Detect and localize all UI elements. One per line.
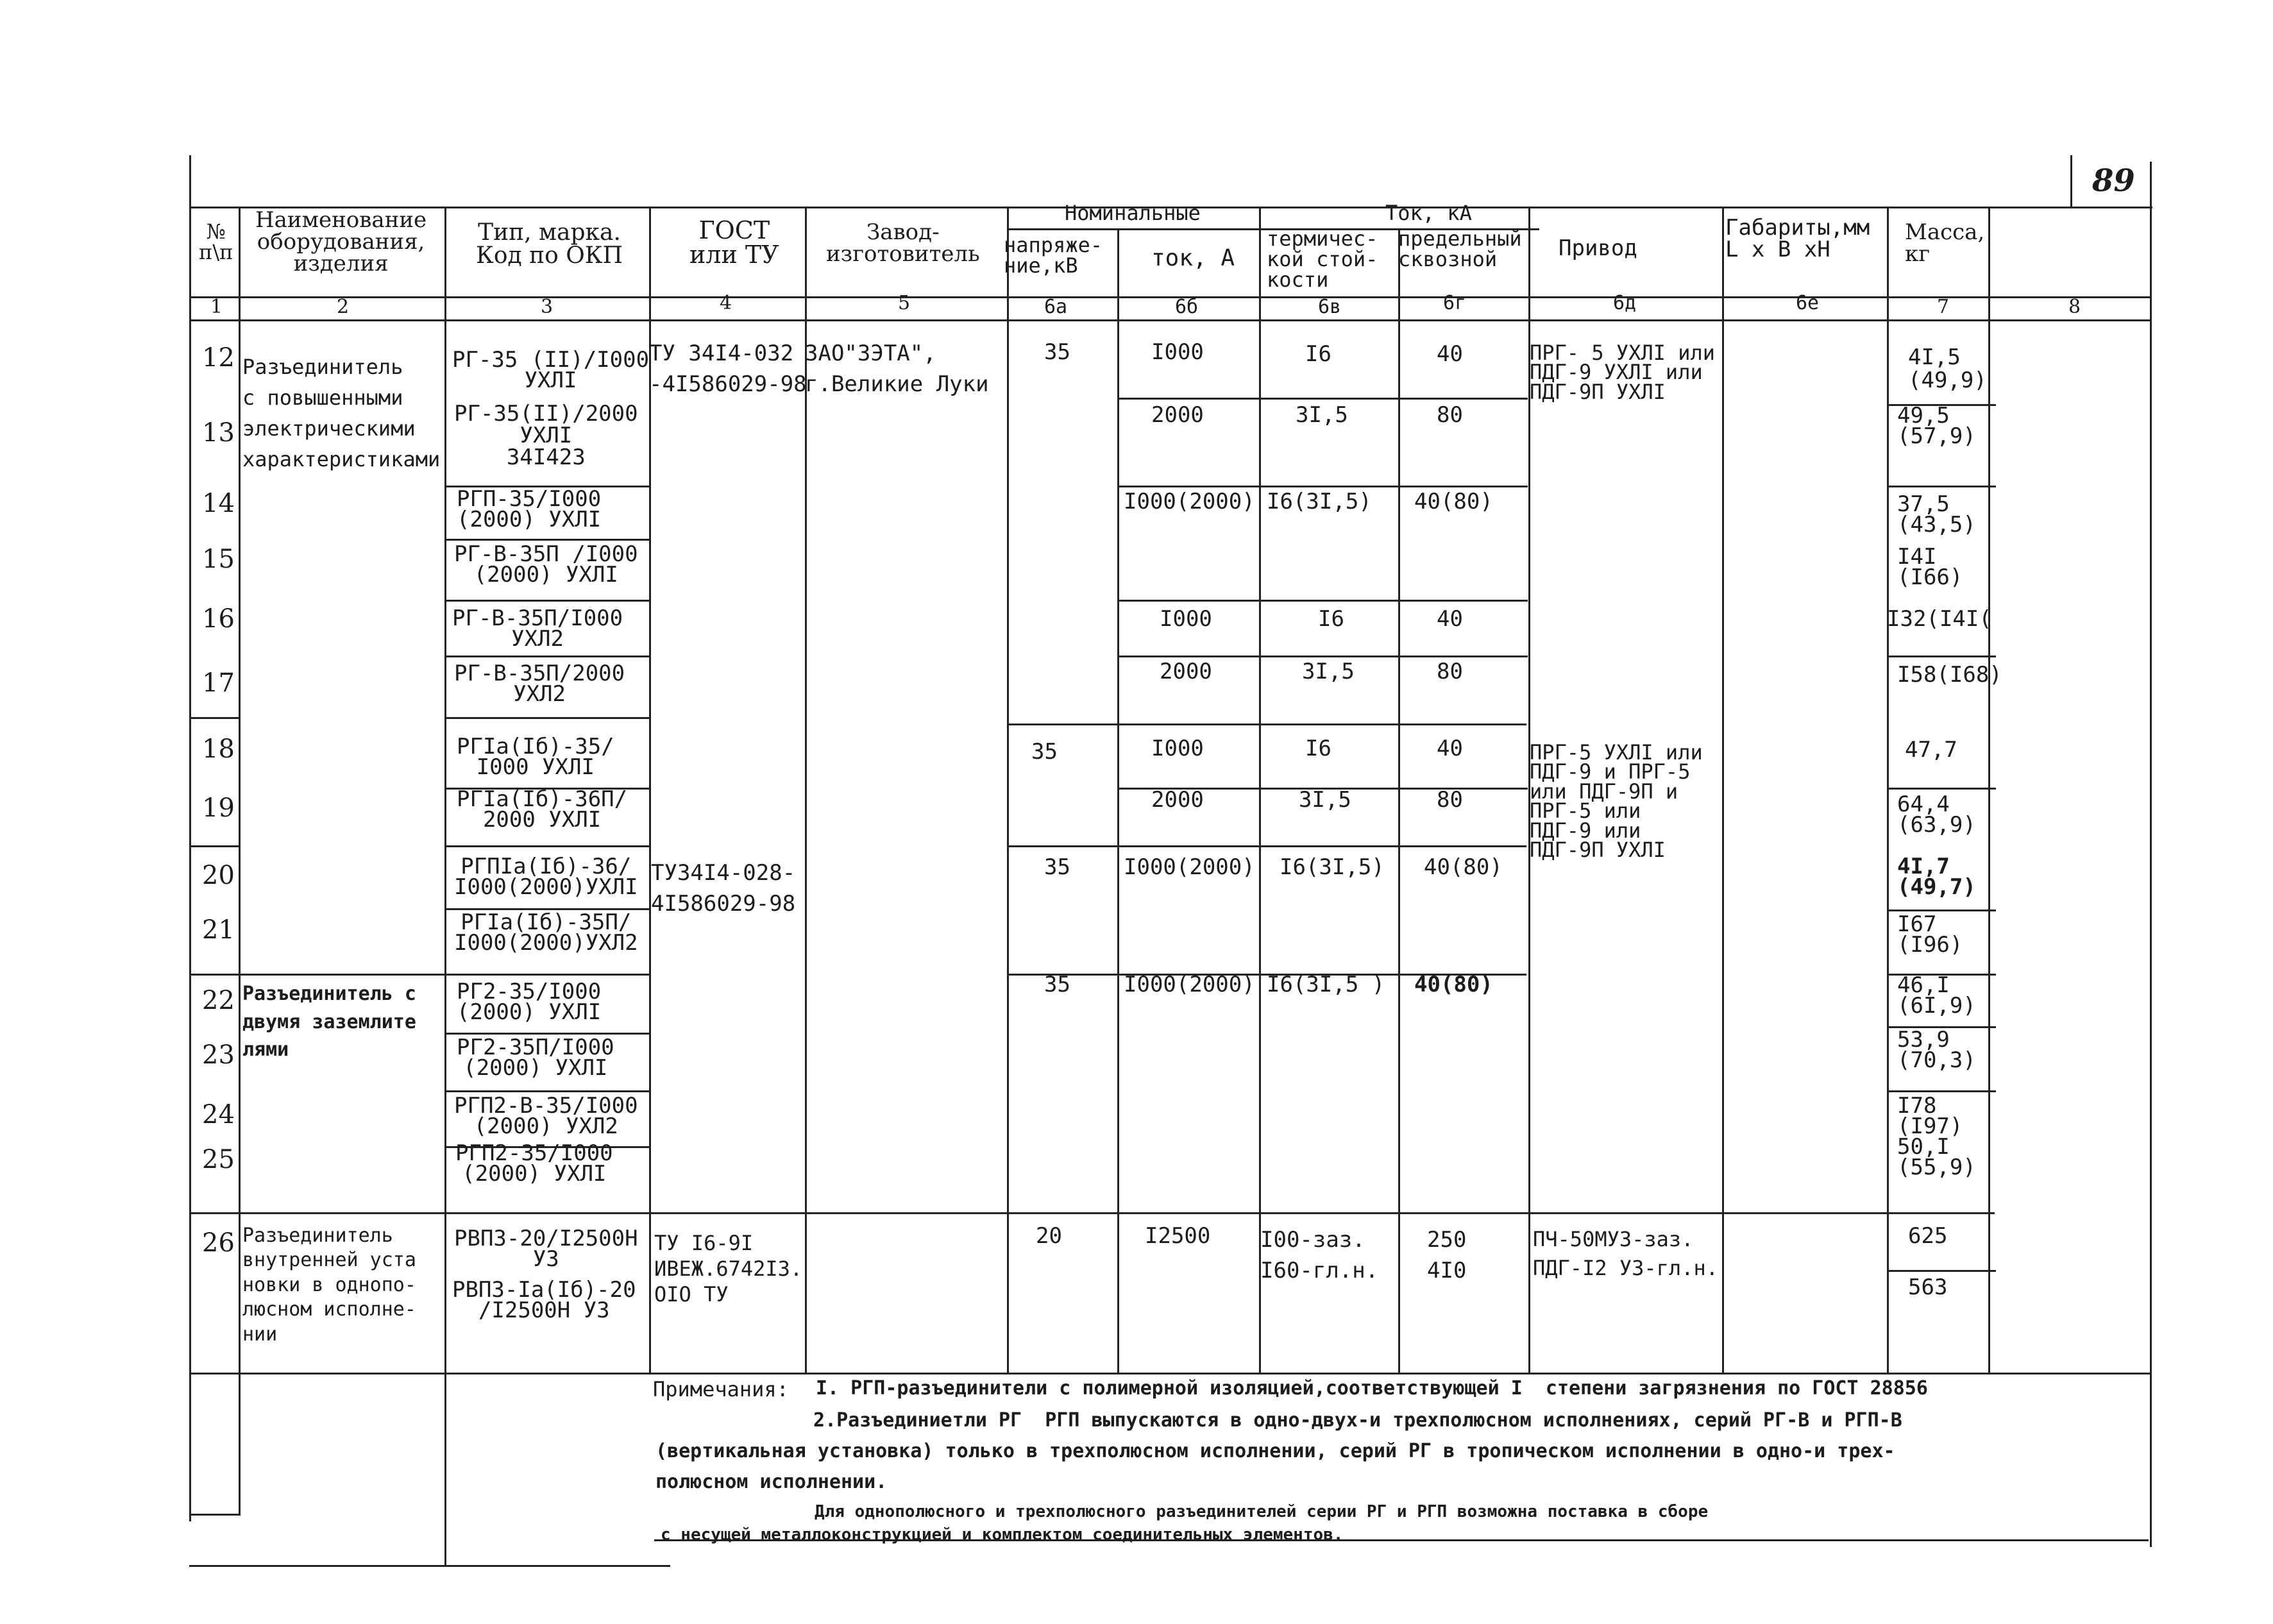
- equipment-name: Разъединитель внутренней уста новки в однопо- люсном исполне- нии: [242, 1224, 416, 1346]
- mass-cell: 64,4 (63,9): [1897, 791, 1976, 838]
- header-mass: Масса, кг: [1905, 219, 1985, 267]
- row-number: 22: [202, 986, 235, 1015]
- voltage-cell: 35: [1031, 739, 1058, 765]
- row-number: 12: [202, 343, 235, 373]
- note-line: I. РГП-разъединители с полимерной изоляцией,соответствующей I степени загрязнения по ГОСТ 28856: [816, 1377, 1928, 1400]
- through-cell: 40(80): [1414, 489, 1493, 514]
- row-number: 13: [202, 418, 235, 448]
- mass-cell: 37,5 (43,5): [1897, 491, 1976, 538]
- notes-label: Примечания:: [653, 1377, 789, 1401]
- type-cell: РГ-В-35П/I000 УХЛ2: [452, 605, 623, 652]
- row-number: 24: [202, 1100, 235, 1129]
- mass-cell: 563: [1908, 1274, 1948, 1300]
- row-number: 18: [202, 734, 235, 764]
- col-num: 1: [210, 296, 223, 318]
- header-drive: Привод: [1559, 235, 1637, 261]
- note-line: с несущей металлоконструкцией и комплектом соединительных элементов.: [661, 1525, 1344, 1544]
- header-thermal: термичес- кой стой- кости: [1267, 226, 1378, 292]
- note-line: 2.Разъединиетли РГ РГП выпускаются в одно-двух-и трехполюсном исполнениях, серий РГ-В и РГП-В: [813, 1409, 1902, 1432]
- header-current: ток, А: [1151, 245, 1235, 271]
- col-num: 6в: [1318, 296, 1342, 318]
- mass-cell: 47,7: [1905, 737, 1957, 763]
- thermal-cell: I00-заз. I60-гл.н.: [1260, 1227, 1379, 1283]
- header-num: № п\п: [199, 219, 233, 264]
- row-number: 15: [202, 545, 235, 574]
- row-number: 20: [202, 861, 235, 890]
- type-cell: РВП3-20/I2500Н У3: [454, 1226, 638, 1273]
- mass-cell: 625: [1908, 1223, 1948, 1249]
- mass-cell: 4I,7 (49,7): [1897, 854, 1976, 901]
- mass-cell: I4I (I66): [1897, 544, 1963, 591]
- row-number: 14: [202, 489, 235, 518]
- current-cell: 2000: [1151, 787, 1204, 813]
- type-cell: РГПIа(Iб)-36/ I000(2000)УХЛI: [454, 854, 638, 901]
- thermal-cell: I6(3I,5 ): [1267, 972, 1385, 997]
- header-type: Тип, марка. Код по ОКП: [476, 219, 623, 269]
- row-number: 23: [202, 1040, 235, 1070]
- row-number: 26: [202, 1228, 235, 1258]
- maker-cell: ЗАО"ЗЭТА", г.Великие Луки: [805, 341, 989, 397]
- thermal-cell: 3I,5: [1302, 659, 1355, 684]
- type-cell: РВП3-Iа(Iб)-20 /I2500Н У3: [452, 1277, 636, 1324]
- drive-cell: ПРГ-5 УХЛI или ПДГ-9 и ПРГ-5 или ПДГ-9П и ПРГ-5 или ПДГ-9 или ПДГ-9П УХЛI: [1530, 740, 1703, 862]
- type-cell: РГ2-35П/I000 (2000) УХЛI: [457, 1035, 614, 1081]
- through-cell: 250 4I0: [1427, 1227, 1467, 1283]
- current-cell: I000(2000): [1124, 854, 1255, 880]
- through-cell: 80: [1437, 787, 1463, 813]
- through-cell: 40(80): [1414, 972, 1493, 997]
- through-cell: 80: [1437, 659, 1463, 684]
- current-cell: I000(2000): [1124, 972, 1255, 997]
- mass-cell: I67 (I96): [1897, 911, 1963, 958]
- current-cell: I000: [1151, 736, 1204, 761]
- note-line: (вертикальная установка) только в трехполюсном исполнении, серий РГ в тропическом исполнении в одно-и трех-: [655, 1440, 1895, 1462]
- type-cell: РГIа(Iб)-36П/ 2000 УХЛI: [457, 786, 628, 833]
- type-cell: РГП2-35/I000 (2000) УХЛI: [455, 1140, 613, 1187]
- equipment-name: Разъединитель с повышенными электрическими характеристиками: [242, 355, 441, 471]
- gost-cell: ТУ I6-9I ИВЕЖ.6742I3. ОIО ТУ: [654, 1231, 803, 1307]
- col-num: 2: [337, 296, 350, 318]
- header-current-group: Ток, кА: [1385, 201, 1472, 225]
- gost-cell: ТУ34I4-028- 4I586029-98: [651, 860, 796, 917]
- mass-cell: 50,I (55,9): [1897, 1134, 1976, 1181]
- through-cell: 80: [1437, 402, 1463, 428]
- thermal-cell: I6(3I,5): [1267, 489, 1372, 514]
- drive-cell: ПЧ-50МУ3-заз. ПДГ-I2 У3-гл.н.: [1533, 1227, 1718, 1280]
- col-num: 5: [898, 292, 911, 314]
- type-cell: РГ-В-35П/2000 УХЛ2: [454, 661, 625, 707]
- thermal-cell: I6: [1305, 736, 1331, 761]
- row-number: 25: [202, 1145, 235, 1174]
- type-cell: РГП-35/I000 (2000) УХЛI: [457, 486, 602, 533]
- mass-cell: 53,9 (70,3): [1897, 1027, 1976, 1074]
- thermal-cell: I6: [1305, 341, 1331, 367]
- type-cell: РГ-В-35П /I000 (2000) УХЛI: [454, 541, 638, 588]
- thermal-cell: 3I,5: [1299, 787, 1351, 813]
- mass-cell: I58(I68): [1897, 662, 2002, 688]
- thermal-cell: I6(3I,5): [1280, 854, 1385, 880]
- equipment-name: Разъединитель с двумя заземлите лями: [242, 983, 416, 1061]
- mass-cell: 46,I (6I,9): [1897, 972, 1976, 1019]
- type-cell: РГ-35 (II)/I000 УХЛI: [452, 347, 650, 394]
- voltage-cell: 35: [1044, 972, 1070, 997]
- header-voltage: напряже- ние,кВ: [1004, 233, 1103, 278]
- col-num: 7: [1937, 296, 1950, 318]
- col-num: 4: [720, 292, 732, 314]
- page-number: 89: [2092, 163, 2135, 199]
- note-line: Для однополюсного и трехполюсного разъединителей серии РГ и РГП возможна поставка в сборе: [815, 1502, 1709, 1521]
- col-num: 6б: [1175, 296, 1199, 318]
- voltage-cell: 35: [1044, 339, 1070, 365]
- current-cell: I000: [1160, 606, 1212, 632]
- header-gost: ГОСТ или ТУ: [689, 216, 779, 269]
- header-through: предельный сквозной: [1398, 226, 1522, 271]
- type-cell: РГП2-В-35/I000 (2000) УХЛ2: [454, 1093, 638, 1140]
- current-cell: I000: [1151, 339, 1204, 365]
- mass-cell: 4I,5 (49,9): [1908, 344, 1987, 393]
- col-num: 6г: [1443, 292, 1467, 314]
- mass-cell: I78 (I97): [1897, 1093, 1963, 1140]
- current-cell: 2000: [1160, 659, 1212, 684]
- type-cell: РГ2-35/I000 (2000) УХЛI: [457, 979, 602, 1026]
- current-cell: I2500: [1145, 1223, 1211, 1249]
- through-cell: 40(80): [1424, 854, 1503, 880]
- header-nominal: Номинальные: [1065, 201, 1201, 225]
- type-cell: РГIа(Iб)-35/ I000 УХЛI: [457, 734, 614, 781]
- voltage-cell: 20: [1036, 1223, 1062, 1249]
- col-num: 3: [541, 296, 553, 318]
- col-num: 6а: [1044, 296, 1068, 318]
- row-number: 19: [202, 793, 235, 823]
- voltage-cell: 35: [1044, 854, 1070, 880]
- header-name: Наименование оборудования, изделия: [255, 207, 427, 276]
- note-line: полюсном исполнении.: [655, 1471, 888, 1493]
- type-cell: РГ-35(II)/2000 УХЛI 34I423: [454, 401, 638, 470]
- through-cell: 40: [1437, 606, 1463, 632]
- thermal-cell: 3I,5: [1296, 402, 1348, 428]
- current-cell: 2000: [1151, 402, 1204, 428]
- col-num: 8: [2068, 296, 2081, 318]
- current-cell: I000(2000): [1124, 489, 1255, 514]
- drive-cell: ПРГ- 5 УХЛI или ПДГ-9 УХЛI или ПДГ-9П УХЛI: [1530, 341, 1715, 404]
- type-cell: РГIа(Iб)-35П/ I000(2000)УХЛ2: [454, 909, 638, 956]
- gost-cell: ТУ 34I4-032 -4I586029-98: [649, 341, 807, 397]
- header-maker: Завод- изготовитель: [826, 219, 980, 267]
- mass-cell: 49,5 (57,9): [1897, 403, 1976, 450]
- row-number: 17: [202, 668, 235, 698]
- through-cell: 40: [1437, 736, 1463, 761]
- col-num: 6д: [1613, 292, 1637, 314]
- header-dims: Габариты,мм L x B xH: [1725, 215, 1870, 262]
- col-num: 6е: [1796, 292, 1820, 314]
- row-number: 21: [202, 915, 235, 945]
- thermal-cell: I6: [1318, 606, 1344, 632]
- mass-cell: I32(I4I(: [1887, 606, 1992, 632]
- row-number: 16: [202, 604, 235, 634]
- through-cell: 40: [1437, 341, 1463, 367]
